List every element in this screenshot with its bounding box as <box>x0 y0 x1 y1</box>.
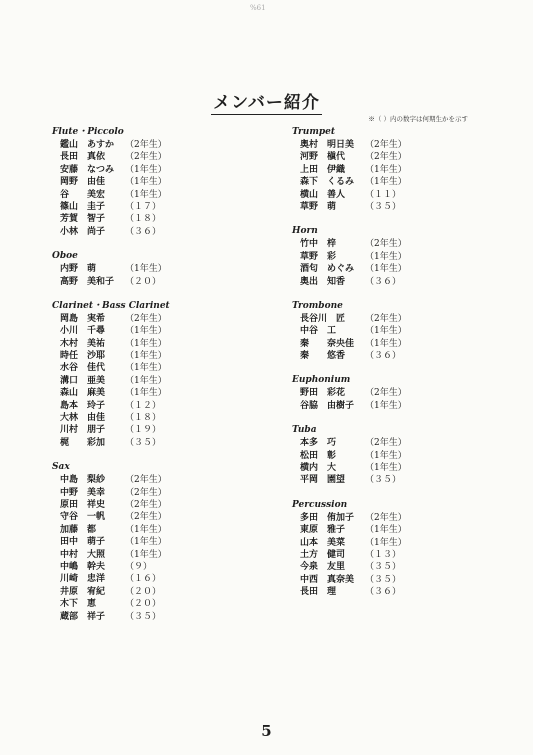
member-grade: （１８） <box>125 214 162 225</box>
member-row <box>292 263 507 275</box>
member-name: 今泉 友里 <box>300 562 346 573</box>
member-row <box>292 450 507 462</box>
member-row <box>52 536 282 548</box>
member-row <box>52 338 282 350</box>
member-name: 原田 祥史 <box>60 499 106 510</box>
member-grade: （３６） <box>125 226 162 237</box>
member-name: 内野 萌 <box>60 264 97 275</box>
member-name: 中村 大照 <box>60 549 106 560</box>
member-name: 奥村 明日美 <box>300 140 355 150</box>
member-row <box>292 474 507 486</box>
member-grade: （1年生） <box>125 326 167 337</box>
member-row <box>292 350 507 362</box>
member-grade: （2年生） <box>125 140 167 150</box>
member-row <box>292 238 507 250</box>
member-grade: （1年生） <box>365 177 407 188</box>
member-row <box>52 164 282 176</box>
member-grade: （２０） <box>125 586 162 597</box>
member-name: 奥出 知香 <box>300 276 346 287</box>
section <box>292 225 507 288</box>
member-row <box>52 213 282 225</box>
member-row <box>52 387 282 399</box>
member-grade: （３５） <box>365 201 402 212</box>
member-grade: （1年生） <box>125 524 167 535</box>
member-name: 谷 美宏 <box>60 189 106 200</box>
member-row <box>292 176 507 188</box>
member-name: 秦 悠香 <box>300 351 346 362</box>
member-grade: （３６） <box>365 351 402 362</box>
member-grade: （1年生） <box>365 164 407 175</box>
section-title: Sax <box>52 462 70 473</box>
member-grade: （１７） <box>125 201 162 212</box>
member-row <box>52 524 282 536</box>
member-row <box>52 487 282 499</box>
member-name: 小川 千尋 <box>60 326 106 337</box>
member-grade: （1年生） <box>365 326 407 337</box>
member-row <box>52 189 282 201</box>
member-row <box>292 151 507 163</box>
member-name: 森下 くるみ <box>300 177 355 188</box>
section <box>52 300 282 449</box>
section-title: Trumpet <box>292 127 336 137</box>
member-row <box>292 313 507 325</box>
member-name: 木下 恵 <box>60 599 97 610</box>
section <box>292 300 507 363</box>
member-grade: （1年生） <box>365 338 407 349</box>
member-row <box>52 226 282 238</box>
section-title: Oboe <box>52 251 78 262</box>
member-row <box>292 524 507 536</box>
member-name: 高野 美和子 <box>60 276 115 287</box>
member-grade: （1年生） <box>365 450 407 461</box>
member-name: 草野 萌 <box>300 201 337 212</box>
member-grade: （１３） <box>365 549 402 560</box>
member-name: 篠山 圭子 <box>60 201 106 212</box>
member-grade: （1年生） <box>125 189 167 200</box>
member-grade: （2年生） <box>125 152 167 163</box>
member-row <box>292 512 507 524</box>
section-title: Trombone <box>292 300 343 311</box>
member-row <box>292 251 507 263</box>
member-grade: （2年生） <box>125 487 167 498</box>
member-name: 井原 宥紀 <box>60 586 106 597</box>
member-name: 森山 麻美 <box>60 388 106 399</box>
member-row <box>292 164 507 176</box>
member-grade: （2年生） <box>125 313 167 324</box>
member-name: 竹中 梓 <box>300 239 337 250</box>
member-grade: （1年生） <box>365 251 407 262</box>
member-row <box>52 176 282 188</box>
member-grade: （３５） <box>125 611 162 622</box>
member-name: 河野 槇代 <box>300 152 346 163</box>
member-grade: （３５） <box>125 437 162 448</box>
right-column <box>292 126 507 611</box>
member-row <box>52 201 282 213</box>
member-name: 谷脇 由樹子 <box>300 400 355 411</box>
member-grade: （1年生） <box>125 363 167 374</box>
member-name: 本多 巧 <box>300 438 337 449</box>
member-row <box>52 424 282 436</box>
member-name: 野田 彩花 <box>300 388 346 399</box>
member-row <box>292 574 507 586</box>
member-row <box>292 201 507 213</box>
member-row <box>292 549 507 561</box>
section-title: Tuba <box>292 425 317 436</box>
member-grade: （2年生） <box>365 388 407 399</box>
member-grade: （2年生） <box>365 239 407 250</box>
member-name: 東原 雅子 <box>300 525 346 536</box>
member-row <box>292 586 507 598</box>
member-row <box>52 325 282 337</box>
member-row <box>292 189 507 201</box>
member-row <box>52 375 282 387</box>
member-row <box>52 263 282 275</box>
member-row <box>292 139 507 151</box>
member-name: 上田 伊織 <box>300 164 346 175</box>
section <box>52 250 282 288</box>
member-grade: （1年生） <box>125 375 167 386</box>
member-grade: （３６） <box>365 276 402 287</box>
member-grade: （１２） <box>125 400 162 411</box>
member-grade: （１８） <box>125 413 162 424</box>
member-name: 中野 美幸 <box>60 487 106 498</box>
member-name: 多田 侑加子 <box>300 512 355 523</box>
member-name: 中西 真奈美 <box>300 574 355 585</box>
member-row <box>52 573 282 585</box>
member-row <box>292 387 507 399</box>
member-row <box>292 561 507 573</box>
page-title-wrapper <box>0 88 533 113</box>
member-row <box>52 561 282 573</box>
member-grade: （３６） <box>365 587 402 598</box>
member-grade: （２０） <box>125 599 162 610</box>
member-grade: （1年生） <box>365 525 407 536</box>
note-text: ※（ ）内の数字は何期生かを示す <box>368 115 468 123</box>
member-row <box>292 400 507 412</box>
member-grade: （1年生） <box>365 463 407 474</box>
member-row <box>292 437 507 449</box>
member-row <box>52 276 282 288</box>
member-grade: （1年生） <box>125 351 167 362</box>
member-name: 長田 理 <box>300 587 337 598</box>
section <box>292 374 507 412</box>
member-name: 大林 由佳 <box>60 413 106 424</box>
section <box>292 424 507 487</box>
member-name: 川崎 忠洋 <box>60 574 106 585</box>
member-grade: （1年生） <box>365 400 407 411</box>
member-name: 水谷 佳代 <box>60 363 106 374</box>
member-name: 時任 沙耶 <box>60 351 106 362</box>
member-row <box>52 611 282 623</box>
member-grade: （2年生） <box>365 140 407 150</box>
member-name: 岡島 実希 <box>60 313 106 324</box>
section <box>52 461 282 623</box>
member-grade: （1年生） <box>125 164 167 175</box>
page-title: メンバー紹介 <box>213 93 320 113</box>
section-title: Percussion <box>292 499 348 510</box>
section-title: Euphonium <box>292 375 351 386</box>
page-number: 5 <box>261 722 272 740</box>
member-grade: （2年生） <box>365 438 407 449</box>
member-grade: （1年生） <box>365 264 407 275</box>
member-name: 芳賀 智子 <box>60 214 106 225</box>
member-grade: （１６） <box>125 574 162 585</box>
member-row <box>292 325 507 337</box>
member-row <box>292 276 507 288</box>
member-name: 平岡 園望 <box>300 475 346 486</box>
member-name: 山本 美菜 <box>300 537 346 548</box>
member-grade: （２０） <box>125 276 162 287</box>
member-grade: （1年生） <box>125 177 167 188</box>
member-name: 中嶋 幹夫 <box>60 561 106 572</box>
member-name: 川村 朋子 <box>60 425 106 436</box>
member-grade: （1年生） <box>125 388 167 399</box>
member-name: 横山 善人 <box>300 189 346 200</box>
member-grade: （1年生） <box>125 264 167 275</box>
corner-mark: %61 <box>250 4 266 12</box>
member-grade: （2年生） <box>125 475 167 486</box>
section-title: Flute・Piccolo <box>52 127 124 137</box>
member-name: 岡野 由佳 <box>60 177 106 188</box>
member-grade: （1年生） <box>125 338 167 349</box>
left-column <box>52 126 282 635</box>
member-name: 島本 玲子 <box>60 400 106 411</box>
member-row <box>52 549 282 561</box>
member-name: 鑑山 あすか <box>60 140 115 150</box>
member-name: 加藤 都 <box>60 524 97 535</box>
member-name: 中谷 工 <box>300 326 337 337</box>
member-name: 横内 大 <box>300 463 337 474</box>
member-grade: （１９） <box>125 425 162 436</box>
member-grade: （３５） <box>365 574 402 585</box>
section-title: Horn <box>292 226 318 237</box>
member-grade: （2年生） <box>365 512 407 523</box>
member-grade: （９） <box>125 561 153 572</box>
member-name: 長田 真依 <box>60 152 106 163</box>
section <box>292 499 507 599</box>
member-name: 溝口 亜美 <box>60 375 106 386</box>
member-name: 草野 彩 <box>300 251 337 262</box>
member-name: 田中 萌子 <box>60 537 106 548</box>
member-grade: （2年生） <box>365 313 407 324</box>
member-name: 土方 健司 <box>300 549 346 560</box>
member-grade: （1年生） <box>365 537 407 548</box>
member-name: 安藤 なつみ <box>60 164 115 175</box>
member-name: 酒匂 めぐみ <box>300 264 355 275</box>
member-grade: （１１） <box>365 189 402 200</box>
member-row <box>292 462 507 474</box>
member-row <box>292 338 507 350</box>
member-name: 長谷川 匠 <box>300 313 346 324</box>
member-row <box>52 362 282 374</box>
member-grade: （2年生） <box>125 499 167 510</box>
member-row <box>52 139 282 151</box>
member-row <box>52 412 282 424</box>
member-name: 守谷 一帆 <box>60 512 106 523</box>
member-row <box>52 586 282 598</box>
member-grade: （1年生） <box>125 537 167 548</box>
member-name: 梶 彩加 <box>60 437 106 448</box>
member-name: 蔵部 祥子 <box>60 611 106 622</box>
member-name: 秦 奈央佳 <box>300 338 355 349</box>
section-title: Clarinet・Bass Clarinet <box>52 300 170 311</box>
member-row <box>52 437 282 449</box>
member-name: 中島 梨紗 <box>60 475 106 486</box>
member-row <box>52 474 282 486</box>
member-grade: （2年生） <box>365 152 407 163</box>
member-grade: （1年生） <box>125 549 167 560</box>
member-row <box>52 151 282 163</box>
member-grade: （３５） <box>365 562 402 573</box>
member-name: 小林 尚子 <box>60 226 106 237</box>
section <box>52 126 282 238</box>
member-grade: （３５） <box>365 475 402 486</box>
member-name: 松田 彰 <box>300 450 337 461</box>
member-name: 木村 美祐 <box>60 338 106 349</box>
member-row <box>52 400 282 412</box>
member-row <box>52 350 282 362</box>
member-row <box>52 499 282 511</box>
section <box>292 126 507 213</box>
member-grade: （2年生） <box>125 512 167 523</box>
member-row <box>52 598 282 610</box>
member-row <box>52 313 282 325</box>
member-row <box>292 537 507 549</box>
member-row <box>52 511 282 523</box>
